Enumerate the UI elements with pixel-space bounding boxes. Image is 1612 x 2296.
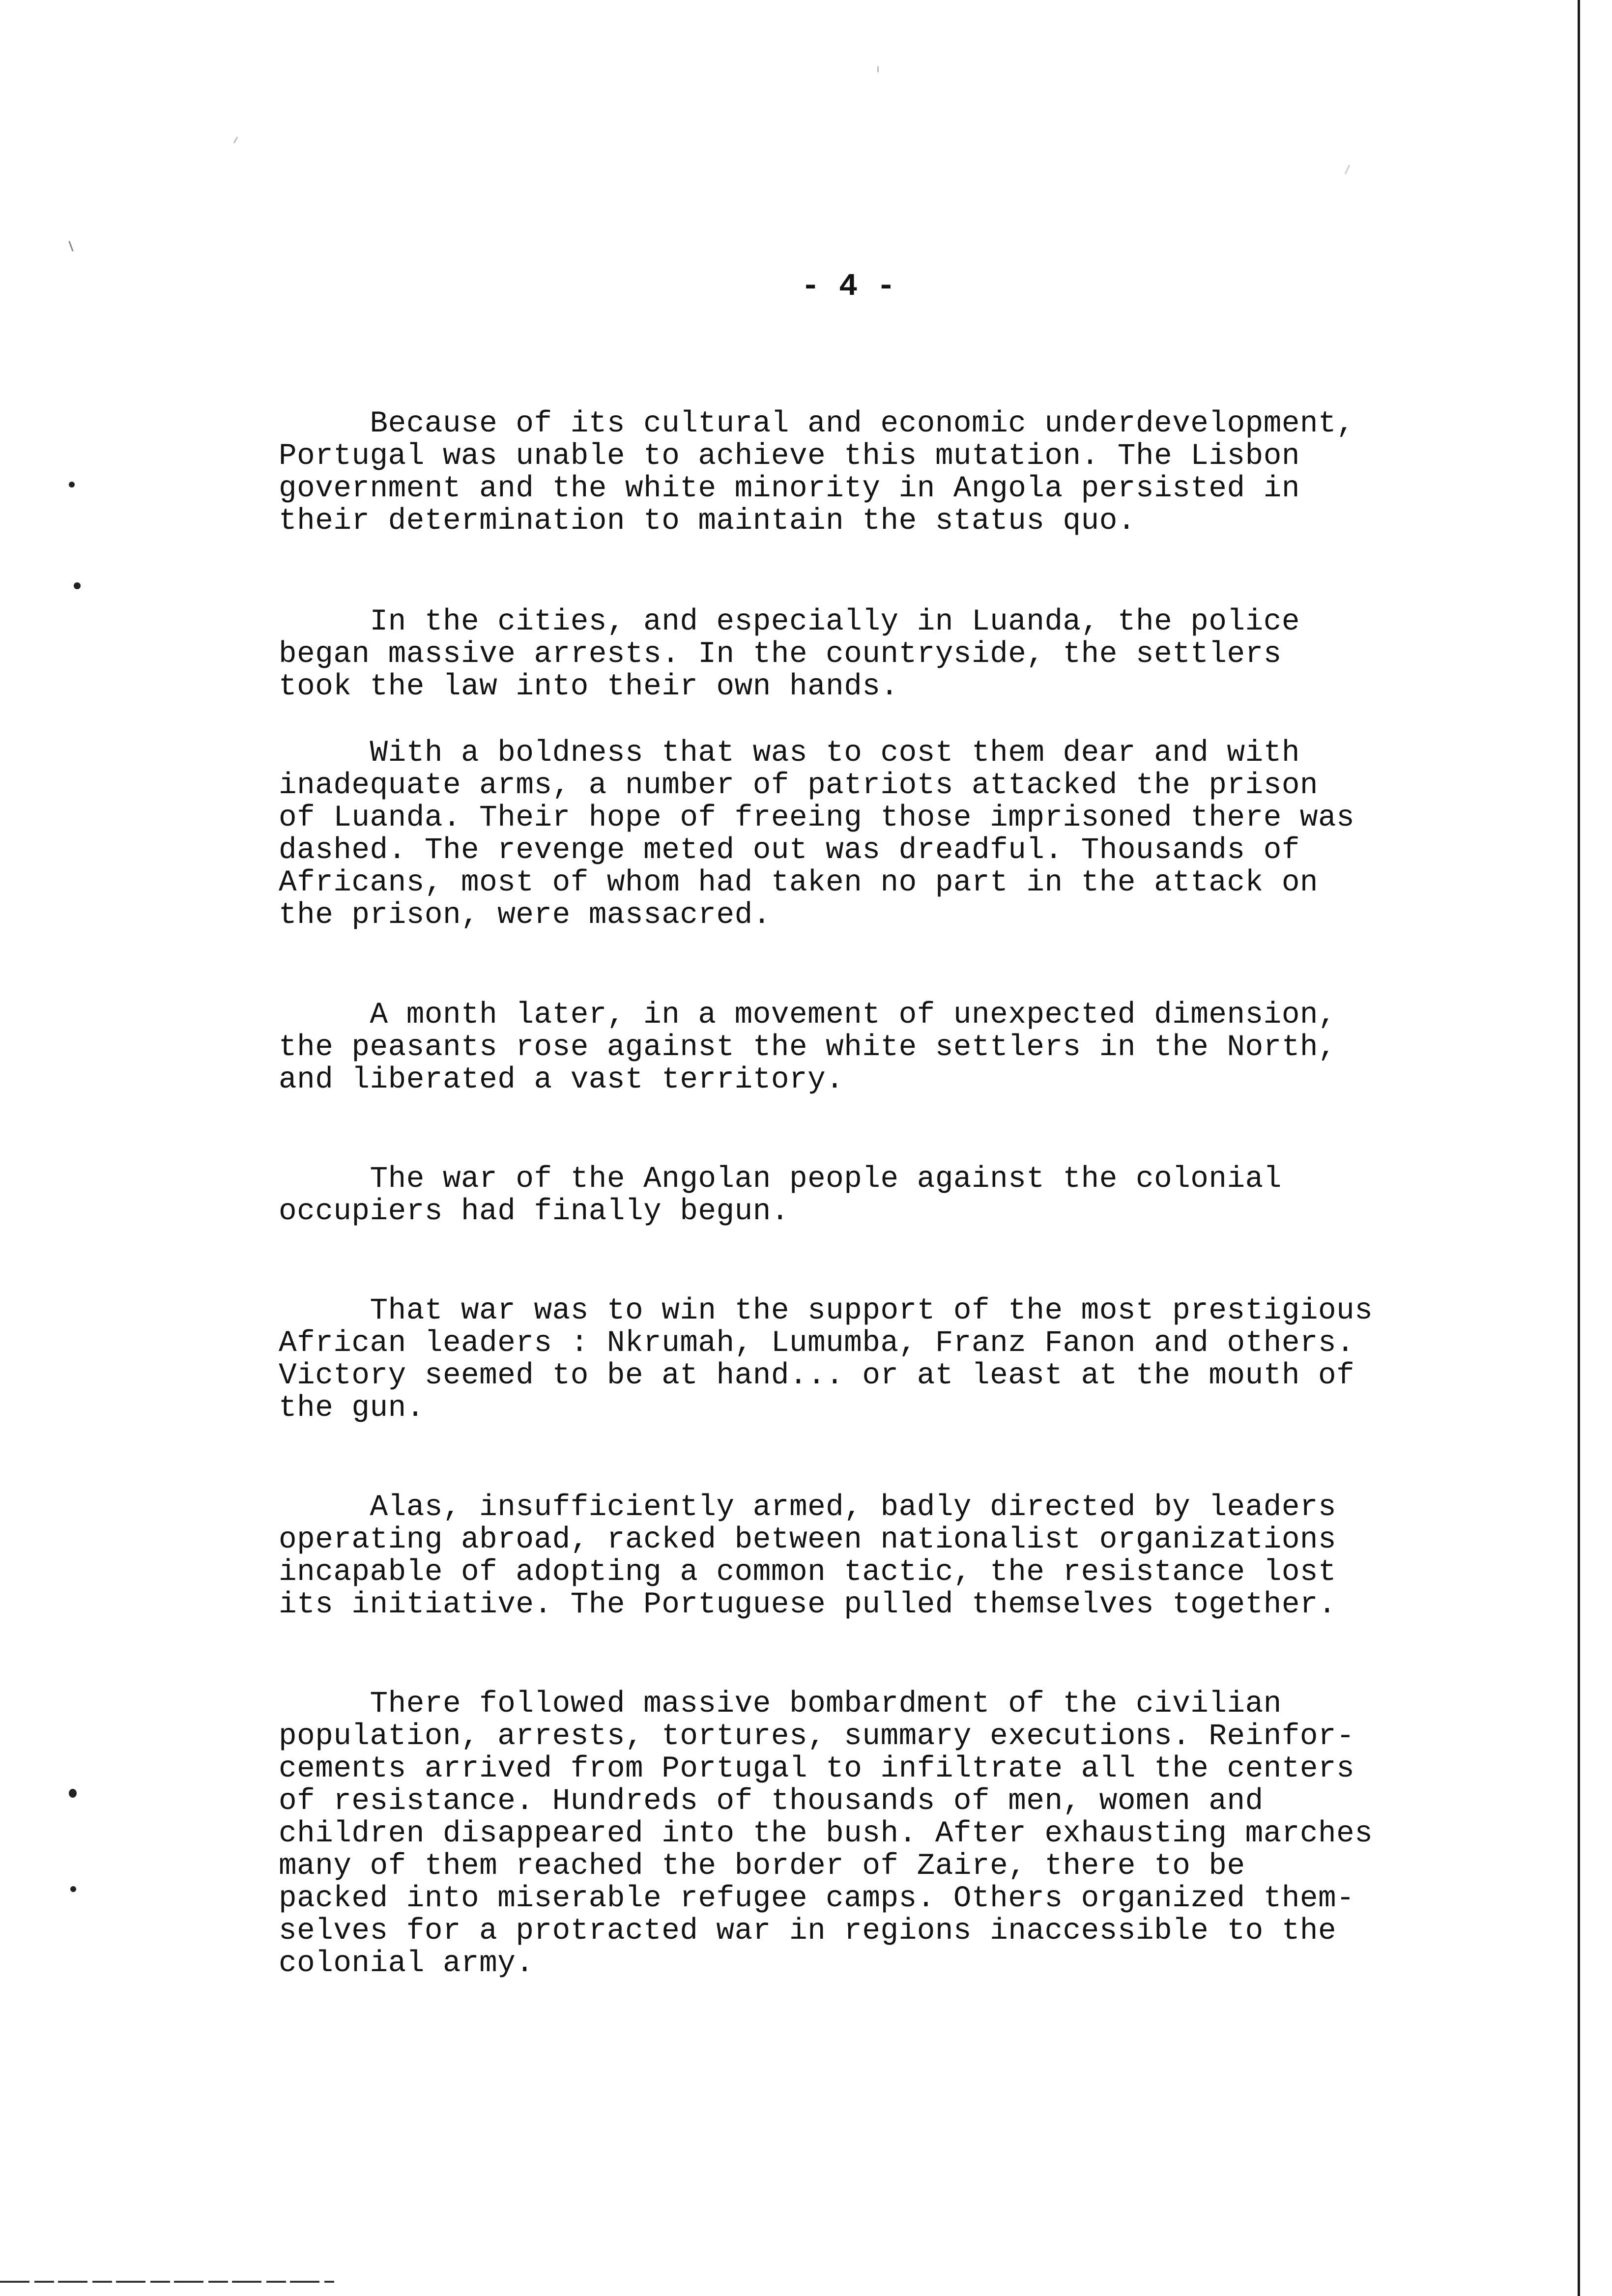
text-line: of resistance. Hundreds of thousands of men, women and — [279, 1784, 1264, 1818]
text-line: took the law into their own hands. — [279, 670, 899, 704]
text-line: occupiers had finally begun. — [279, 1195, 789, 1229]
text-line: Alas, insufficiently armed, badly directed by leaders — [279, 1491, 1337, 1524]
scan-mark — [68, 241, 73, 252]
text-line: dashed. The revenge meted out was dreadful. Thousands of — [279, 833, 1300, 867]
page-number: - 4 - — [801, 269, 896, 305]
text-line: colonial army. — [279, 1947, 534, 1980]
paragraph — [279, 1163, 1282, 1228]
text-line: Portugal was unable to achieve this mutation. The Lisbon — [279, 439, 1300, 473]
text-line: There followed massive bombardment of the civilian — [279, 1687, 1282, 1721]
text-line: African leaders : Nkrumah, Lumumba, Franz Fanon and others. — [279, 1326, 1355, 1360]
text-line: children disappeared into the bush. After exhausting marches — [279, 1817, 1373, 1851]
paragraph — [279, 408, 1354, 538]
text-line: many of them reached the border of Zaire, there to be — [279, 1849, 1245, 1883]
text-line: With a boldness that was to cost them dear and with — [279, 736, 1300, 770]
text-line: cements arrived from Portugal to infiltrate all the centers — [279, 1752, 1355, 1786]
text-line: Victory seemed to be at hand... or at least at the mouth of — [279, 1359, 1355, 1393]
text-line: That war was to win the support of the most prestigious — [279, 1294, 1373, 1328]
scan-mark — [1345, 165, 1350, 174]
text-line: selves for a protracted war in regions inaccessible to the — [279, 1914, 1337, 1948]
text-line: Africans, most of whom had taken no part in the attack on — [279, 866, 1319, 900]
text-line: its initiative. The Portuguese pulled themselves together. — [279, 1588, 1337, 1622]
text-line: and liberated a vast territory. — [279, 1063, 844, 1097]
paragraph — [279, 1492, 1336, 1621]
scan-mark — [877, 66, 879, 72]
paragraph — [279, 737, 1354, 932]
page-edge-rule — [1578, 0, 1580, 2296]
paragraph — [279, 1295, 1373, 1425]
text-line: their determination to maintain the status quo. — [279, 504, 1136, 538]
text-line: incapable of adopting a common tactic, the resistance lost — [279, 1555, 1337, 1589]
text-line: operating abroad, racked between nationalist organizations — [279, 1523, 1337, 1557]
text-line: A month later, in a movement of unexpected dimension, — [279, 998, 1337, 1032]
paragraph — [279, 999, 1336, 1096]
bottom-edge-rule — [0, 2281, 334, 2283]
scan-speck — [74, 582, 81, 589]
scan-speck — [69, 1789, 77, 1798]
scan-mark — [233, 137, 238, 144]
scan-speck — [70, 1886, 76, 1892]
text-line: inadequate arms, a number of patriots attacked the prison — [279, 769, 1319, 803]
paragraph — [279, 606, 1300, 703]
text-line: of Luanda. Their hope of freeing those imprisoned there was — [279, 801, 1355, 835]
text-line: the peasants rose against the white settlers in the North, — [279, 1031, 1337, 1064]
text-line: packed into miserable refugee camps. Others organized them- — [279, 1882, 1355, 1916]
scan-speck — [69, 482, 75, 488]
text-line: the prison, were massacred. — [279, 898, 771, 932]
text-line: began massive arrests. In the countryside, the settlers — [279, 637, 1282, 671]
text-line: government and the white minority in Angola persisted in — [279, 472, 1300, 506]
paragraph — [279, 1688, 1373, 1980]
text-line: Because of its cultural and economic underdevelopment, — [279, 407, 1355, 441]
text-line: The war of the Angolan people against the colonial — [279, 1162, 1282, 1196]
text-line: population, arrests, tortures, summary executions. Reinfor- — [279, 1720, 1355, 1753]
text-line: the gun. — [279, 1391, 425, 1425]
text-line: In the cities, and especially in Luanda, the police — [279, 605, 1300, 639]
